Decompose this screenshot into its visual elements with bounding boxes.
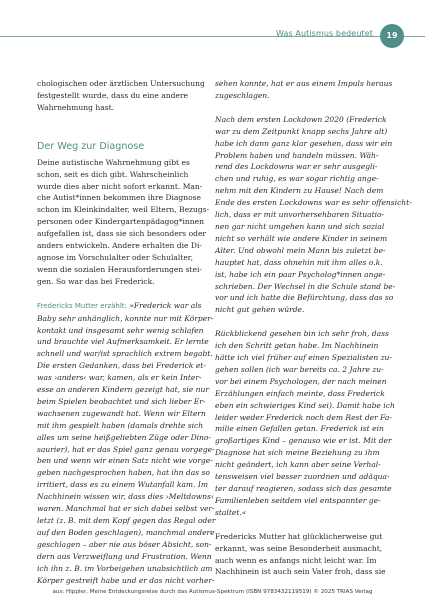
quote-line: leider weder Frederick noch dem Rest der Fa- — [215, 412, 392, 422]
quote-line: hätte ich viel früher auf einen Spezialisten zu- — [215, 353, 392, 363]
quote-first-line-text: »Frederick war als — [126, 300, 202, 310]
text-line: Wahrnehmung hast. — [37, 102, 115, 112]
quote-line: schrieben. Der Wechsel in die Schule stand be- — [215, 281, 396, 291]
quote-line: rend des Lockdowns war er sehr ausgegli- — [215, 162, 378, 172]
text-line: festgestellt wurde, dass du eine andere — [37, 90, 189, 100]
intro-paragraph — [37, 78, 214, 114]
quote-line: chen und ruhig, es war sogar richtig ange- — [215, 174, 379, 184]
quote-line: ich ihn z. B. im Vorbeigehen unabsichtlich am — [37, 563, 213, 573]
quote-line: ich den Schritt getan habe. Im Nachhinein — [215, 341, 379, 351]
quote-line: waren. Manchmal hat er sich dabei selbst ver- — [37, 504, 215, 514]
quote-line: geschlagen – aber nie aus böser Absicht, son- — [37, 539, 212, 549]
paragraph-gap — [215, 316, 392, 328]
quote-line: vor und ich hatte die Befürchtung, dass das so — [215, 293, 394, 303]
right-column — [215, 78, 412, 578]
quote-line: sehen konnte, hat er aus einem Impuls heraus — [215, 79, 393, 88]
quote-line: staltet.« — [215, 507, 247, 517]
quote-line: Alter. Und obwohl mein Mann bis zuletzt be- — [215, 245, 386, 255]
quote-line: ist, habe ich ein paar Psycholog*innen ange- — [215, 269, 386, 279]
quote-line: hauptet hat, dass ohnehin mit ihm alles o.k. — [215, 257, 383, 267]
text-line: Fredericks Mutter hat glücklicherweise gut — [215, 531, 383, 541]
quote-line: schnell und war/ist sprachlich extrem begabt. — [37, 349, 213, 359]
quote-line: nicht gut gehen würde. — [215, 305, 305, 315]
page-number-badge: 19 — [380, 24, 404, 48]
running-header-title: Was Autismus bedeutet — [275, 29, 373, 38]
text-line: schon, seit es dich gibt. Wahrscheinlich — [37, 169, 189, 179]
quote-continuation-paragraph — [215, 78, 392, 102]
quote-line: geben nachgesprochen haben, hat ihn das so — [37, 468, 210, 478]
closing-paragraph — [215, 531, 392, 579]
quote-line: mit ihm gespielt haben (damals drehte sich — [37, 420, 204, 430]
quote-line: Körper gestreift habe und er das nicht vorher- — [37, 575, 215, 585]
text-line: auch wenn es anfangs nicht leicht war. Im — [215, 555, 377, 565]
quote-line: beim Spielen beobachtet und sich lieber Er- — [37, 396, 206, 406]
quote-paragraph — [37, 300, 214, 587]
quote-line: alles um seine heißgeliebten Züge oder Dino- — [37, 432, 211, 442]
quote-line: Die ersten Gedanken, dass bei Frederick et- — [37, 361, 206, 371]
body-paragraph — [37, 157, 214, 288]
text-line: schon im Kleinkindalter, weil Eltern, Bezugs- — [37, 205, 210, 215]
quote-line: saurier), hat er das Spiel ganz genau vorgege- — [37, 444, 215, 454]
quote-line: nehm mit den Kindern zu Hause! Nach dem — [215, 186, 384, 196]
quote-line: war zu dem Zeitpunkt knapp sechs Jahre alt) — [215, 126, 388, 136]
quote-line: dern aus Verzweiflung und Frustration. Wenn — [37, 551, 212, 561]
footer-citation: aus: Hippler, Meine Entdeckungsreise durch das Autismus-Spektrum (ISBN 9783432119519) © 2025 TRIAS Verlag — [52, 589, 373, 595]
quote-line: Diagnose hat sich meine Beziehung zu ihm — [215, 448, 380, 458]
quote-line: ben und wenn wir einen Satz nicht wie vorge- — [37, 456, 213, 466]
quote-line: esse an anderen Kindern gezeigt hat, sie nur — [37, 385, 209, 395]
paragraph-gap — [215, 519, 392, 531]
quote-line: was ›anders‹ war, kamen, als er kein Inter- — [37, 373, 202, 383]
quote-line: nicht geändert, ich kann aber seine Verhal- — [215, 460, 381, 470]
text-line: aufgefallen ist, dass sie sich besonders oder — [37, 229, 207, 239]
quote-line: lich, dass er mit unvorhersehbaren Situatio- — [215, 210, 385, 220]
quote-line: letzt (z. B. mit dem Kopf gegen das Regal oder — [37, 516, 216, 525]
quote-line: und brauchte viel Aufmerksamkeit. Er lernte — [37, 337, 209, 347]
quote-line: eben ein schwieriges Kind sei). Damit habe ich — [215, 400, 395, 410]
section-heading: Der Weg zur Diagnose — [37, 140, 145, 152]
left-column — [37, 78, 214, 586]
text-line: Nachhinein ist auch sein Vater froh, dass sie — [215, 567, 386, 577]
quote-line: großartiges Kind – genauso wie er ist. Mit der — [215, 436, 392, 446]
quote-line: kontakt und insgesamt sehr wenig schlafen — [37, 325, 204, 335]
quote-line: Rückblickend gesehen bin ich sehr froh, dass — [215, 329, 389, 339]
text-line: gen. So war das bei Frederick. — [37, 276, 155, 286]
quote-label: Fredericks Mutter erzählt: — [37, 301, 127, 310]
quote-line: vor bei einem Psychologen, der nach meinen — [215, 376, 387, 386]
quote-line: Problem haben und handeln müssen. Wäh- — [215, 150, 379, 160]
quote-line: Familienleben seitdem viel entspannter ge- — [215, 495, 381, 505]
text-line: Deine autistische Wahrnehmung gibt es — [37, 157, 190, 167]
quote-line: wachsenen zugewandt hat. Wenn wir Eltern — [37, 408, 206, 418]
quote-line: Baby sehr anhänglich, konnte nur mit Körper- — [37, 313, 214, 323]
quote-line: nen gar nicht umgehen kann und sich sozial — [215, 221, 385, 231]
paragraph-gap — [37, 288, 214, 300]
quote-line: Nachhinein wissen wir, dass dies ›Meltdowns‹ — [37, 492, 214, 502]
quote-line: auf den Boden geschlagen), manchmal andere — [37, 527, 215, 537]
text-line: agnose im Vorschulalter oder Schulalter, — [37, 252, 193, 262]
quote-line: Erzählungen einfach meinte, dass Frederick — [215, 388, 385, 398]
text-line: wenn die sozialen Herausforderungen stei- — [37, 264, 202, 274]
quote-line: Ende des ersten Lockdowns war es sehr offensicht- — [215, 198, 412, 208]
quote-retrospective-paragraph — [215, 328, 395, 519]
quote-line: milie einen Gefallen getan. Frederick ist ein — [215, 424, 384, 434]
quote-line: zugeschlagen. — [215, 90, 270, 100]
quote-line: tensweisen viel besser zuordnen und adäqua- — [215, 472, 390, 482]
text-line: chologischen oder ärztlichen Untersuchung — [37, 79, 205, 88]
text-line: erkannt, was seine Besonderheit ausmacht, — [215, 543, 383, 553]
text-line: anders entwickeln. Andere erhalten die Di- — [37, 241, 202, 251]
quote-line: nicht so verhält wie andere Kinder in seinem — [215, 233, 388, 243]
paragraph-gap — [215, 102, 392, 114]
text-line: personen oder Kindergartenpädagog*innen — [37, 217, 204, 227]
text-line: che Autist*innen bekommen ihre Diagnose — [37, 193, 201, 203]
quote-line: habe ich dann ganz klar gesehen, dass wir ein — [215, 138, 393, 148]
text-line: wurde dies aber nicht sofort erkannt. Man- — [37, 181, 203, 191]
quote-first-line — [37, 300, 214, 313]
quote-line: ter darauf reagieren, sodass sich das gesamte — [215, 484, 392, 493]
quote-line: Nach dem ersten Lockdown 2020 (Frederick — [215, 114, 387, 124]
quote-line: irritiert, dass es zu einem Wutanfall kam. Im — [37, 480, 208, 490]
quote-line: gehen sollen (ich war bereits ca. 2 Jahre zu- — [215, 364, 384, 374]
quote-lockdown-paragraph — [215, 114, 412, 316]
